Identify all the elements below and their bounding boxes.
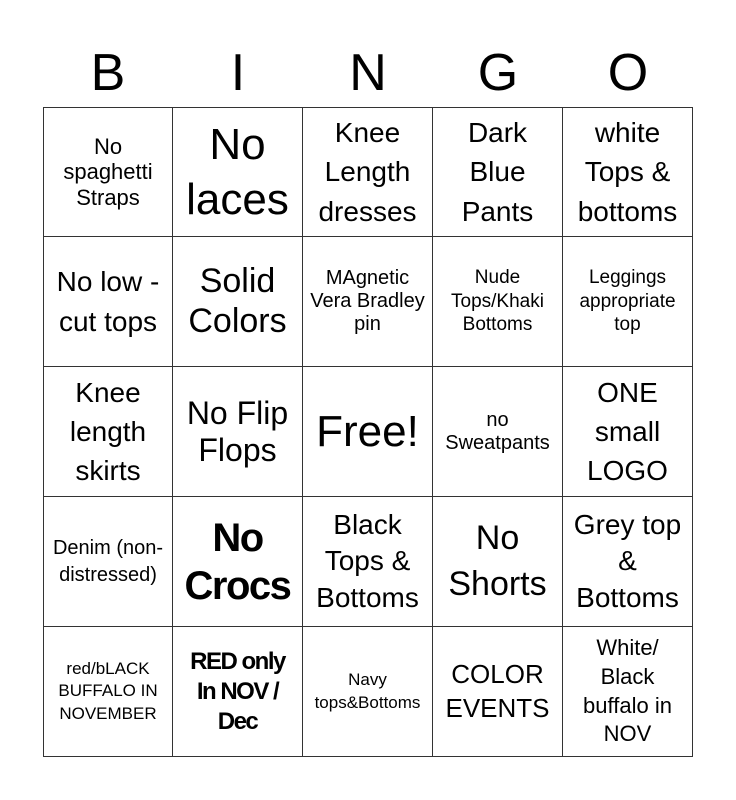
- bingo-cell[interactable]: Dark Blue Pants: [433, 107, 563, 237]
- bingo-cell[interactable]: RED only In NOV / Dec: [173, 627, 303, 757]
- bingo-cell[interactable]: Leggings appropriate top: [563, 237, 693, 367]
- free-space-cell[interactable]: Free!: [303, 367, 433, 497]
- bingo-cell[interactable]: Knee length skirts: [43, 367, 173, 497]
- bingo-cell[interactable]: ONE small LOGO: [563, 367, 693, 497]
- bingo-cell[interactable]: Navy tops&Bottoms: [303, 627, 433, 757]
- bingo-cell[interactable]: Black Tops & Bottoms: [303, 497, 433, 627]
- bingo-cell[interactable]: No Flip Flops: [173, 367, 303, 497]
- bingo-cell[interactable]: red/bLACK BUFFALO IN NOVEMBER: [43, 627, 173, 757]
- header-letter-g: G: [477, 44, 519, 102]
- header-letter-o: O: [607, 44, 649, 102]
- bingo-cell[interactable]: COLOR EVENTS: [433, 627, 563, 757]
- header-letter-n: N: [349, 44, 387, 102]
- header-letter-i: I: [230, 44, 246, 102]
- bingo-cell[interactable]: Knee Length dresses: [303, 107, 433, 237]
- bingo-cell[interactable]: No spaghetti Straps: [43, 107, 173, 237]
- bingo-cell[interactable]: Grey top & Bottoms: [563, 497, 693, 627]
- bingo-cell[interactable]: White/ Black buffalo in NOV: [563, 627, 693, 757]
- bingo-cell[interactable]: Solid Colors: [173, 237, 303, 367]
- bingo-card-grid: [43, 107, 693, 757]
- bingo-cell[interactable]: No laces: [173, 107, 303, 237]
- bingo-cell[interactable]: No low -cut tops: [43, 237, 173, 367]
- header-letter-b: B: [90, 44, 126, 102]
- bingo-cell[interactable]: Denim (non-distressed): [43, 497, 173, 627]
- bingo-cell[interactable]: no Sweatpants: [433, 367, 563, 497]
- bingo-header: [43, 40, 693, 106]
- bingo-cell[interactable]: MAgnetic Vera Bradley pin: [303, 237, 433, 367]
- bingo-cell[interactable]: No Crocs: [173, 497, 303, 627]
- bingo-cell[interactable]: Nude Tops/Khaki Bottoms: [433, 237, 563, 367]
- bingo-cell[interactable]: white Tops & bottoms: [563, 107, 693, 237]
- bingo-cell[interactable]: No Shorts: [433, 497, 563, 627]
